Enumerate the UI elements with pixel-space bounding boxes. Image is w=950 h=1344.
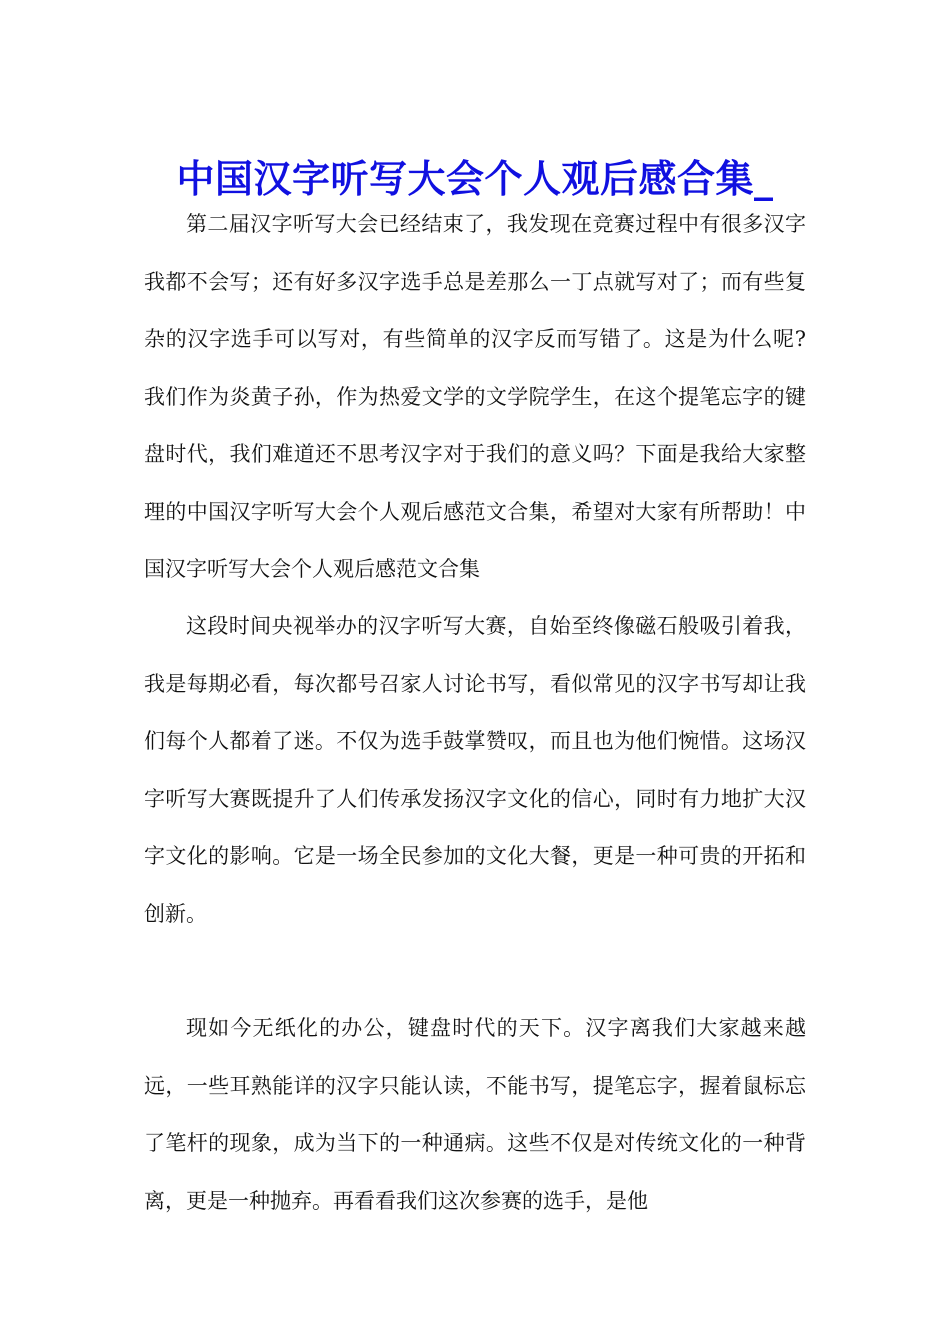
document-title: 中国汉字听写大会个人观后感合集_ xyxy=(176,156,774,202)
paragraph-second: 这段时间央视举办的汉字听写大赛，自始至终像磁石般吸引着我，我是每期必看，每次都号召家人讨论书写，看似常见的汉字书写却让我们每个人都着了迷。不仅为选手鼓掌赞叹，而且也为他们惋惜。这场汉字听写大赛既提升了人们传承发扬汉字文化的信心，同时有力地扩大汉字文化的影响。它是一场全民参加的文化大餐，更是一种可贵的开拓和创新。 xyxy=(144,614,806,926)
paragraph-third: 现如今无纸化的办公，键盘时代的天下。汉字离我们大家越来越远，一些耳熟能详的汉字只能认读，不能书写，提笔忘字，握着鼠标忘了笔杆的现象，成为当下的一种通病。这些不仅是对传统文化的一种背离，更是一种抛弃。再看看我们这次参赛的选手，是他 xyxy=(144,1016,806,1213)
paragraph-intro: 第二届汉字听写大会已经结束了，我发现在竞赛过程中有很多汉字我都不会写；还有好多汉字选手总是差那么一丁点就写对了；而有些复杂的汉字选手可以写对，有些简单的汉字反而写错了。这是为什么呢?我们作为炎黄子孙，作为热爱文学的文学院学生，在这个提笔忘字的键盘时代，我们难道还不思考汉字对于我们的意义吗？下面是我给大家整理的中国汉字听写大会个人观后感范文合集，希望对大家有所帮助！中国汉字听写大会个人观后感范文合集 xyxy=(144,212,806,581)
